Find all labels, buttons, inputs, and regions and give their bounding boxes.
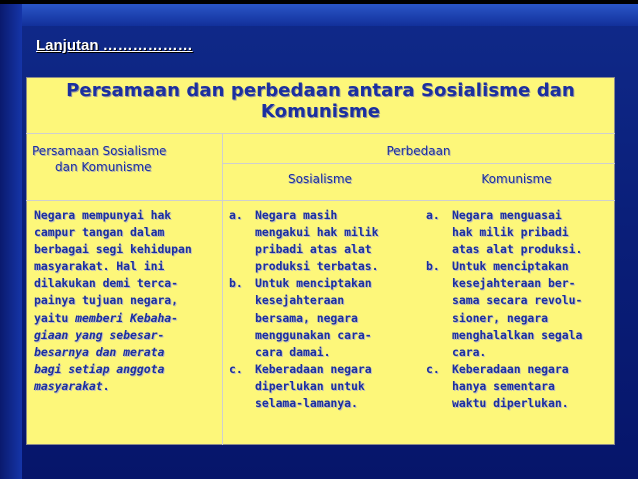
header-persamaan-line1: Persamaan Sosialisme	[32, 144, 167, 158]
persamaan-italic: masyarakat	[34, 378, 103, 393]
header-sosialisme: Sosialisme	[288, 172, 352, 186]
list-line: sioner, negara	[452, 310, 549, 325]
list-line: menggunakan cara-	[255, 327, 372, 342]
list-line: mengakui hak milik	[255, 225, 379, 240]
list-line: Negara masih	[255, 208, 338, 222]
persamaan-cell	[34, 207, 222, 395]
list-marker: b.	[229, 276, 243, 291]
persamaan-end: .	[102, 378, 110, 393]
table-heading-line1: Persamaan dan perbedaan antara Sosialisme dan	[66, 80, 575, 101]
komunisme-item-a	[426, 207, 615, 258]
grid-line-top	[26, 133, 615, 134]
header-komunisme: Komunisme	[481, 172, 552, 186]
table-heading-line2: Komunisme	[260, 101, 381, 122]
list-line: cara damai.	[255, 344, 331, 359]
list-line: selama-lamanya.	[255, 396, 358, 411]
slide-title-dots: ………………	[98, 37, 193, 54]
list-line: menghalalkan segala	[452, 327, 583, 342]
header-persamaan	[32, 143, 220, 175]
persamaan-line: berbagai segi kehidupan	[34, 242, 192, 257]
table-heading	[26, 80, 615, 122]
list-line: pribadi atas alat	[255, 242, 372, 257]
header-persamaan-line2: dan Komunisme	[55, 160, 152, 174]
list-line: cara.	[452, 344, 487, 359]
sosialisme-item-c	[229, 361, 419, 412]
list-line: hanya sementara	[452, 378, 555, 393]
list-line: Keberadaan negara	[255, 361, 372, 376]
persamaan-line: Negara mempunyai hak	[34, 208, 172, 222]
list-marker: b.	[426, 259, 440, 274]
persamaan-line	[34, 361, 222, 378]
list-marker: c.	[426, 361, 440, 376]
list-line: waktu diperlukan.	[452, 396, 569, 411]
list-line: Untuk menciptakan	[255, 276, 372, 291]
grid-line-subheader	[222, 163, 615, 164]
slide-title	[36, 37, 193, 54]
persamaan-line: painya tujuan negara,	[34, 293, 179, 308]
list-marker: a.	[426, 208, 440, 222]
list-line: bersama, negara	[255, 310, 358, 325]
list-line: Untuk menciptakan	[452, 259, 569, 274]
header-perbedaan: Perbedaan	[386, 144, 451, 158]
list-line: kesejahteraan ber-	[452, 276, 576, 291]
list-line: sama secara revolu-	[452, 293, 583, 308]
persamaan-italic: giaan yang sebesar-	[34, 327, 165, 342]
sosialisme-item-a	[229, 207, 419, 275]
komunisme-item-c	[426, 361, 615, 412]
persamaan-italic: besarnya dan merata	[34, 344, 165, 359]
persamaan-line: dilakukan demi terca-	[34, 276, 179, 291]
list-line: Keberadaan negara	[452, 361, 569, 376]
list-line: kesejahteraan	[255, 293, 345, 308]
top-accent-stripe	[22, 4, 638, 26]
list-line: atas alat produksi.	[452, 242, 583, 257]
slide-title-text: Lanjutan	[36, 37, 99, 54]
list-line: hak milik pribadi	[452, 225, 569, 240]
persamaan-line	[34, 344, 222, 361]
list-line: Negara menguasai	[452, 208, 562, 222]
sosialisme-list	[229, 207, 419, 412]
persamaan-line	[34, 378, 222, 395]
list-marker: a.	[229, 208, 243, 222]
persamaan-italic: bagi setiap anggota	[34, 361, 165, 376]
sosialisme-item-b	[229, 275, 419, 360]
persamaan-line: masyarakat. Hal ini	[34, 259, 165, 274]
persamaan-italic: memberi Kebaha-	[75, 310, 179, 325]
grid-line-header-bottom	[26, 200, 615, 201]
komunisme-list	[426, 207, 615, 412]
list-line: produksi terbatas.	[255, 259, 379, 274]
persamaan-line	[34, 310, 222, 327]
persamaan-line	[34, 327, 222, 344]
list-line: diperlukan untuk	[255, 378, 365, 393]
list-marker: c.	[229, 361, 243, 376]
persamaan-yaitu: yaitu	[34, 310, 76, 325]
komunisme-item-b	[426, 258, 615, 361]
persamaan-line: campur tangan dalam	[34, 225, 165, 240]
left-accent-bar	[0, 0, 22, 479]
